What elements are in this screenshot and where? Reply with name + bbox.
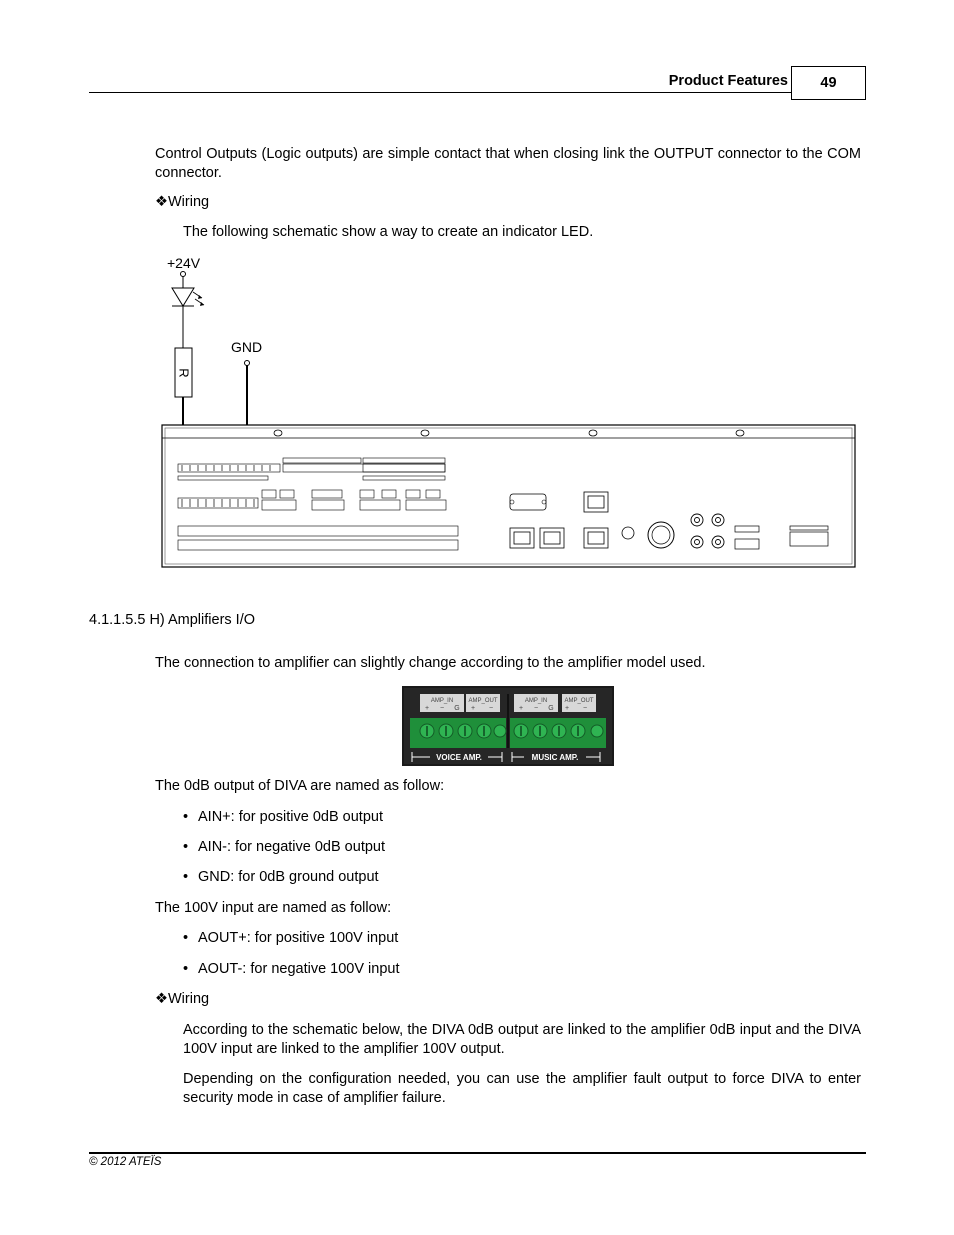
amp-intro: The connection to amplifier can slightly change according to the amplifier model used. bbox=[155, 655, 706, 671]
footer-copyright: © 2012 ATEÏS bbox=[89, 1156, 162, 1168]
resistor-label: R bbox=[176, 368, 192, 378]
odb-intro: The 0dB output of DIVA are named as follow: bbox=[155, 778, 445, 794]
svg-text:−: − bbox=[582, 705, 588, 712]
wiring-label-2: ❖Wiring bbox=[155, 991, 210, 1007]
list-item: • AOUT-: for negative 100V input bbox=[183, 961, 400, 977]
led-icon bbox=[172, 288, 194, 306]
amplifier-connector-photo bbox=[402, 686, 614, 766]
wiring-paragraph-2: Depending on the configuration needed, you can use the amplifier fault output to force DIVA to enter security mode in case of amplifier failure. bbox=[183, 1071, 861, 1106]
list-item: • AIN+: for positive 0dB output bbox=[183, 809, 383, 825]
svg-text:+: + bbox=[470, 705, 476, 712]
amp-out-label-music: AMP_OUT bbox=[564, 698, 594, 704]
header-section-title: Product Features bbox=[668, 73, 788, 89]
svg-text:G: G bbox=[548, 705, 554, 712]
footer-rule bbox=[89, 1152, 866, 1154]
svg-text:−: − bbox=[533, 705, 539, 712]
amp-in-label-voice: AMP_IN bbox=[430, 698, 454, 704]
music-amp-label: MUSIC AMP. bbox=[531, 753, 579, 762]
header-rule bbox=[89, 92, 791, 93]
supply-label: +24V bbox=[167, 255, 201, 271]
schematic-intro: The following schematic show a way to create an indicator LED. bbox=[183, 224, 594, 240]
list-item: • AOUT+: for positive 100V input bbox=[183, 930, 399, 946]
amp-out-label-voice: AMP_OUT bbox=[468, 698, 498, 704]
led-wiring-schematic bbox=[150, 252, 865, 572]
v100-intro: The 100V input are named as follow: bbox=[155, 900, 392, 916]
ground-label: GND bbox=[231, 339, 263, 355]
svg-text:+: + bbox=[518, 705, 524, 712]
svg-text:−: − bbox=[439, 705, 445, 712]
list-item: • GND: for 0dB ground output bbox=[183, 869, 379, 885]
amp-in-label-music: AMP_IN bbox=[524, 698, 548, 704]
wiring-label: ❖Wiring bbox=[155, 194, 210, 210]
section-heading: 4.1.1.5.5 H) Amplifiers I/O bbox=[89, 612, 256, 628]
svg-text:+: + bbox=[424, 705, 430, 712]
voice-amp-label: VOICE AMP. bbox=[436, 753, 482, 762]
page-number: 49 bbox=[791, 66, 866, 100]
svg-text:+: + bbox=[564, 705, 570, 712]
svg-text:−: − bbox=[488, 705, 494, 712]
intro-paragraph: Control Outputs (Logic outputs) are simple contact that when closing link the OUTPUT connector to the COM connector. bbox=[155, 146, 861, 181]
list-item: • AIN-: for negative 0dB output bbox=[183, 839, 385, 855]
device-rear-panel bbox=[162, 425, 855, 567]
svg-text:G: G bbox=[454, 705, 460, 712]
wiring-paragraph-1: According to the schematic below, the DIVA 0dB output are linked to the amplifier 0dB input and the DIVA 100V input are linked to the amplifier 100V output. bbox=[183, 1022, 861, 1057]
